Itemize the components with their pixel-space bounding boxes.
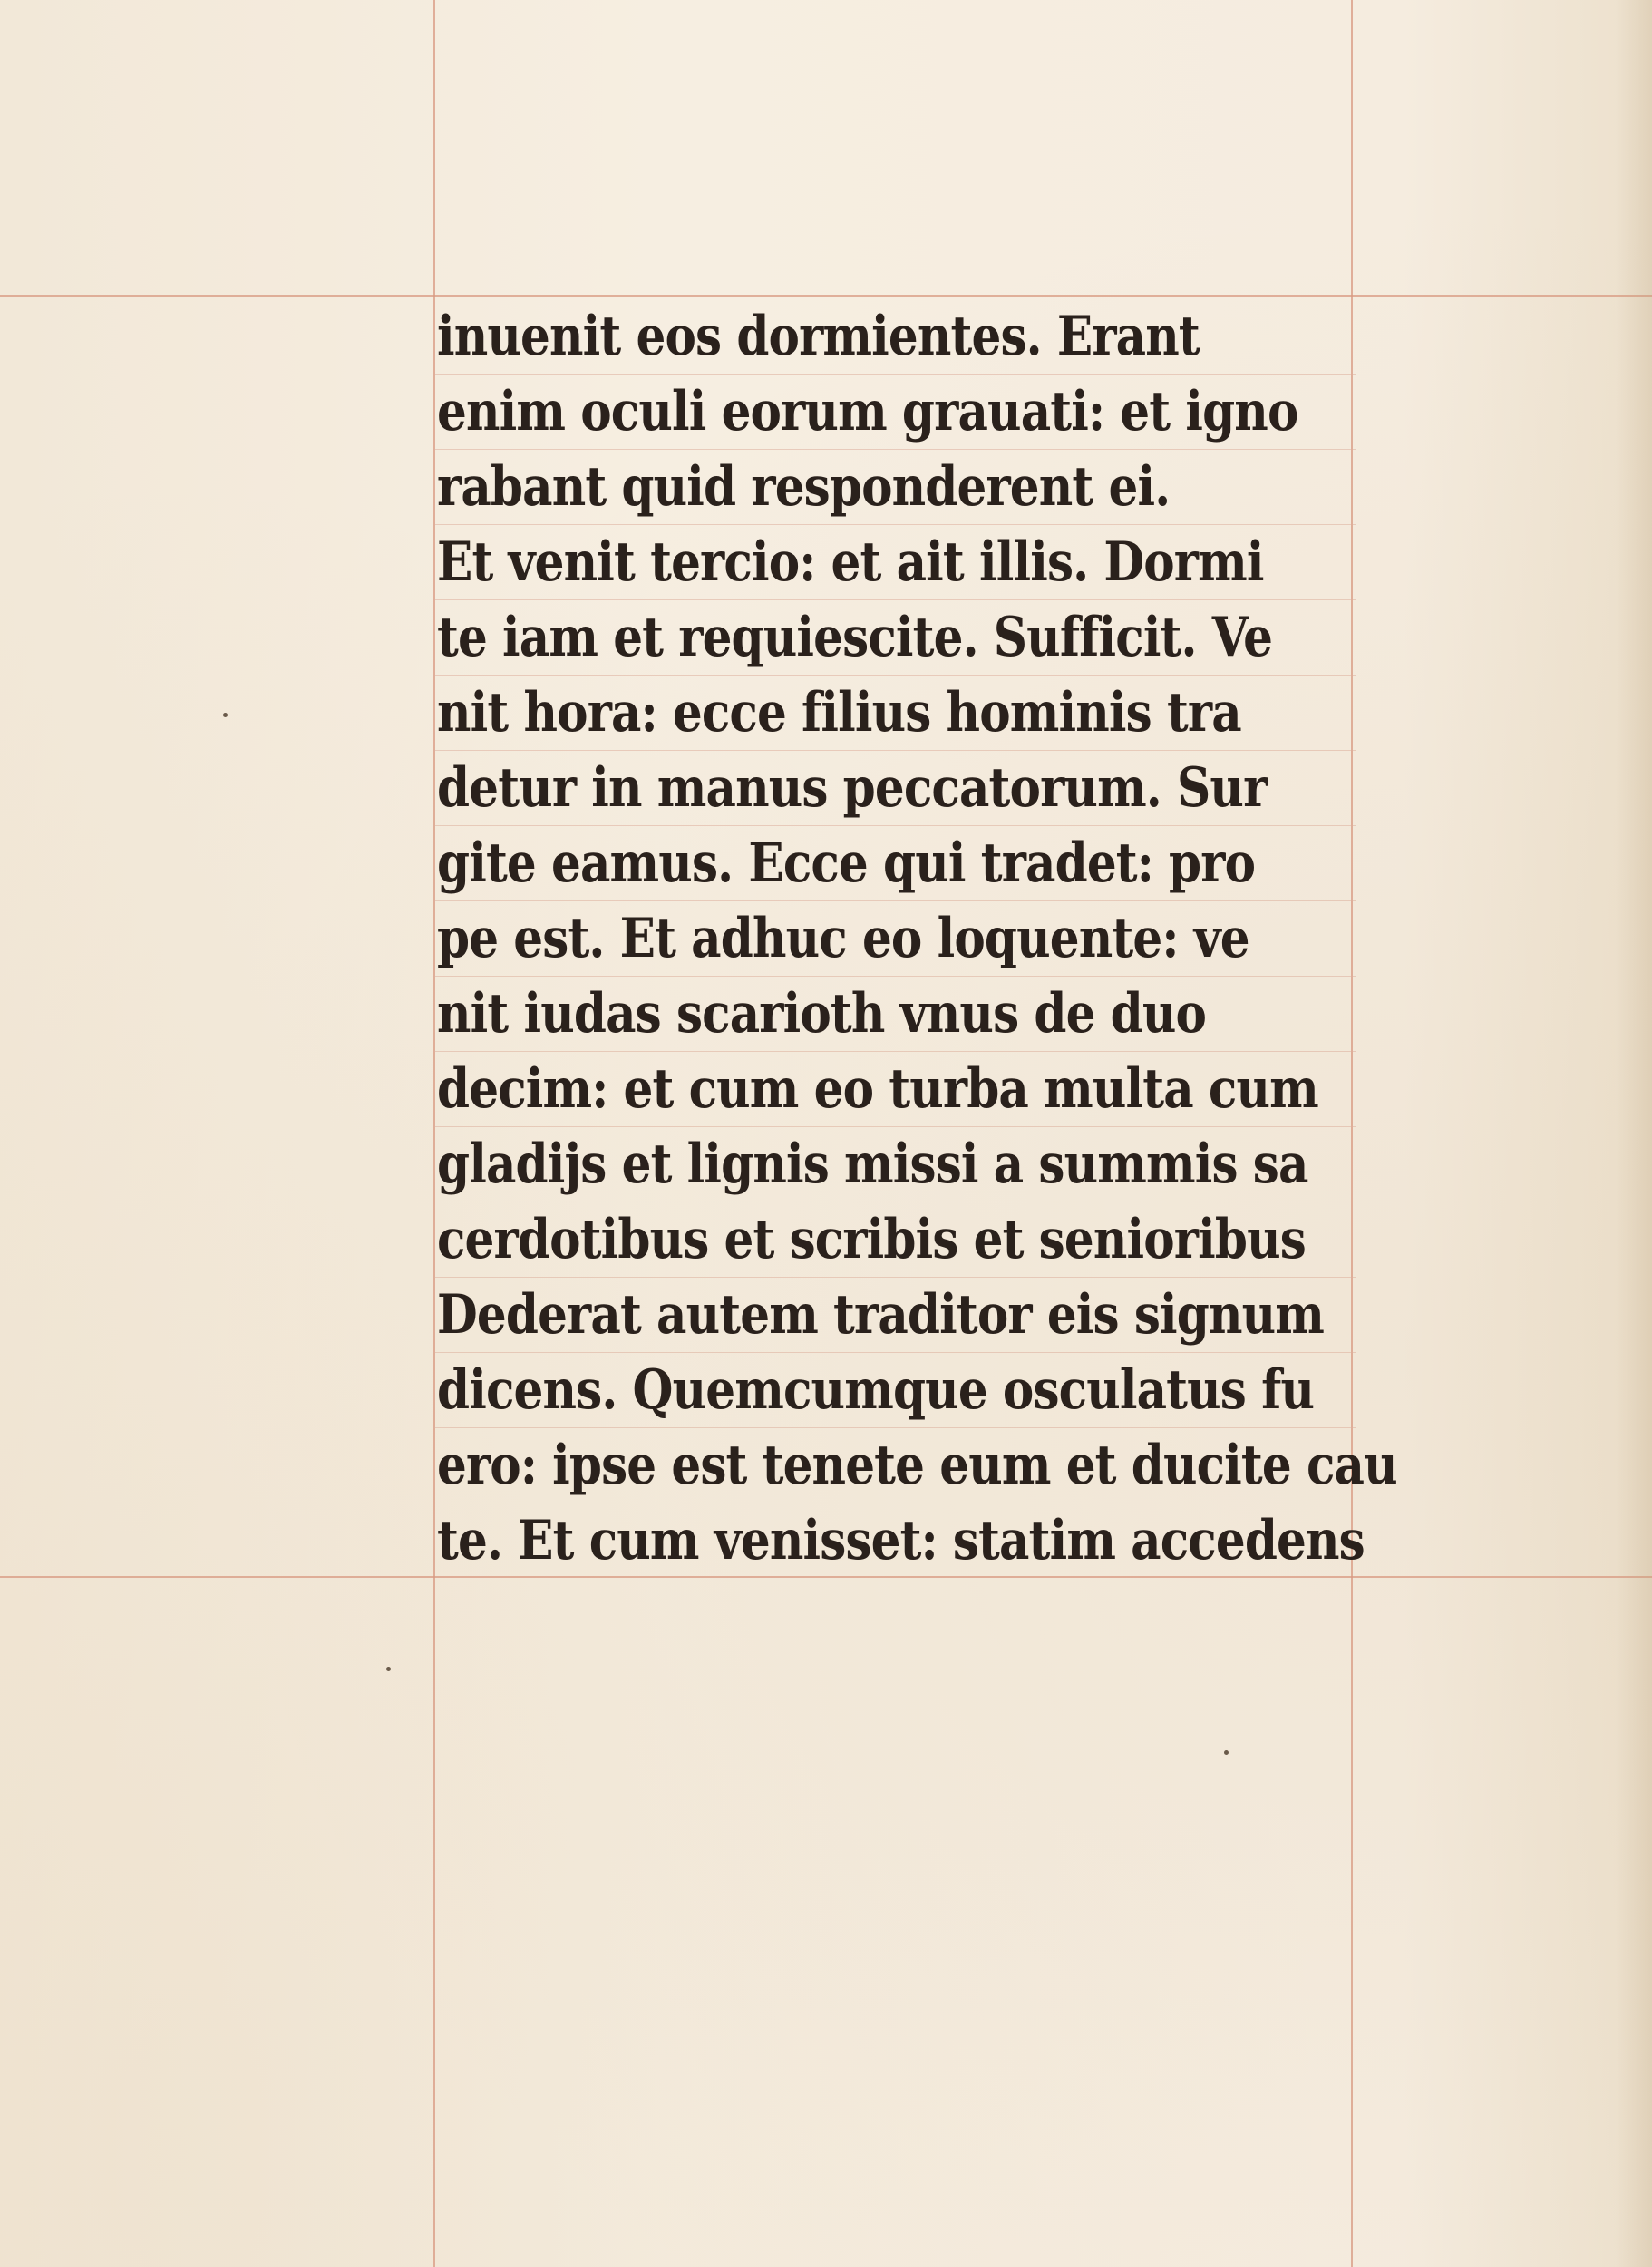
text-line: ero: ipse est tenete eum et ducite cau — [437, 1434, 1397, 1497]
top-horizontal-rule — [0, 295, 1652, 297]
text-line: nit hora: ecce filius hominis tra — [437, 681, 1241, 744]
text-line: decim: et cum eo turba multa cum — [437, 1057, 1318, 1121]
ink-speck — [386, 1667, 391, 1671]
text-line: te. Et cum venisset: statim accedens — [437, 1509, 1365, 1572]
text-line: dicens. Quemcumque osculatus fu — [437, 1358, 1315, 1422]
text-line: Et venit tercio: et ait illis. Dormi — [437, 530, 1264, 594]
text-line: rabant quid responderent ei. — [437, 455, 1171, 519]
text-line: gite eamus. Ecce qui tradet: pro — [437, 832, 1256, 895]
text-line: gladijs et lignis missi a summis sa — [437, 1133, 1308, 1196]
left-vertical-rule — [433, 0, 435, 2267]
text-line: te iam et requiescite. Sufficit. Ve — [437, 606, 1273, 669]
ink-speck — [223, 713, 228, 717]
page-edge-shadow — [1616, 0, 1652, 2267]
text-line: detur in manus peccatorum. Sur — [437, 756, 1268, 820]
text-line: enim oculi eorum grauati: et igno — [437, 380, 1298, 443]
text-line: cerdotibus et scribis et senioribus — [437, 1208, 1306, 1271]
text-line: inuenit eos dormientes. Erant — [437, 305, 1200, 368]
text-line: nit iudas scarioth vnus de duo — [437, 982, 1207, 1046]
text-line: pe est. Et adhuc eo loquente: ve — [437, 907, 1249, 970]
manuscript-text-block — [437, 299, 1397, 1579]
text-line: Dederat autem traditor eis signum — [437, 1283, 1325, 1347]
ink-speck — [1224, 1750, 1229, 1755]
